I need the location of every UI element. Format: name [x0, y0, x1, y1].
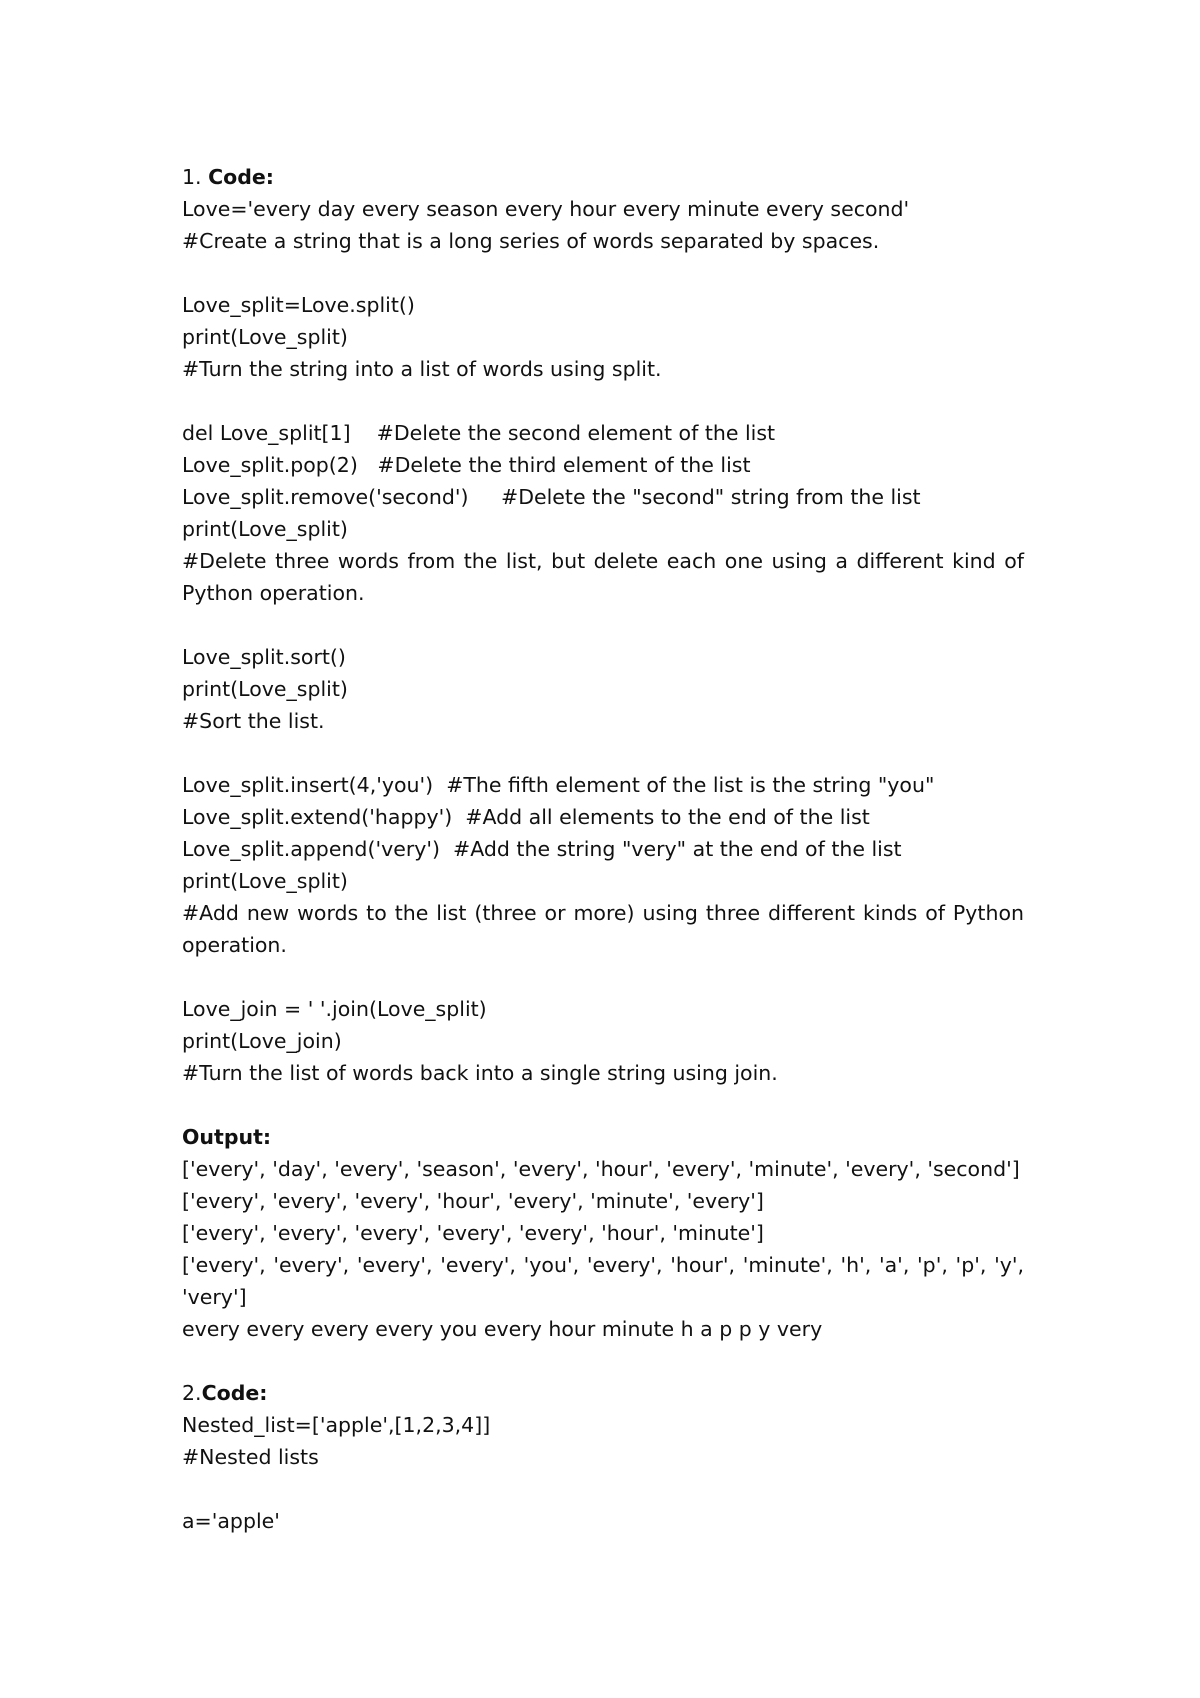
code-line: Love_split.remove('second') #Delete the "second" string from the list: [182, 485, 921, 509]
section-1-heading: [182, 161, 1024, 193]
section-number: 1.: [182, 165, 209, 189]
code-line: Love_split.pop(2) #Delete the third element of the list: [182, 453, 751, 477]
code-line: Love='every day every season every hour every minute every second': [182, 197, 910, 221]
code-line: print(Love_split): [182, 517, 348, 541]
output-line: every every every every you every hour minute h a p p y very: [182, 1317, 823, 1341]
section-number: 2.: [182, 1381, 202, 1405]
section-2-heading: [182, 1377, 1024, 1409]
code-comment: #Turn the list of words back into a single string using join.: [182, 1061, 778, 1085]
code-line: Love_split=Love.split(): [182, 293, 415, 317]
code-line: Love_split.insert(4,'you') #The fifth element of the list is the string "you": [182, 773, 935, 797]
code-line: Love_split.append('very') #Add the string "very" at the end of the list: [182, 837, 902, 861]
output-label: Output:: [182, 1125, 272, 1149]
code-line: a='apple': [182, 1509, 280, 1533]
code-comment: #Create a string that is a long series of words separated by spaces.: [182, 229, 880, 253]
code-line: Love_join = ' '.join(Love_split): [182, 997, 487, 1021]
code-line: Love_split.extend('happy') #Add all elements to the end of the list: [182, 805, 870, 829]
output-line: ['every', 'every', 'every', 'every', 'every', 'hour', 'minute']: [182, 1221, 764, 1245]
code-comment: #Sort the list.: [182, 709, 325, 733]
code-line: print(Love_join): [182, 1029, 342, 1053]
code-line: Nested_list=['apple',[1,2,3,4]]: [182, 1413, 491, 1437]
output-line: ['every', 'every', 'every', 'hour', 'every', 'minute', 'every']: [182, 1189, 764, 1213]
output-heading: [182, 1121, 1024, 1153]
code-line: print(Love_split): [182, 869, 348, 893]
code-comment: #Turn the string into a list of words using split.: [182, 357, 662, 381]
document-page: [182, 161, 1024, 1537]
code-comment: #Add new words to the list (three or more) using three different kinds of Python operation.: [182, 901, 1024, 957]
code-comment: #Nested lists: [182, 1445, 319, 1469]
code-label: Code:: [208, 165, 274, 189]
output-line: ['every', 'day', 'every', 'season', 'every', 'hour', 'every', 'minute', 'every', 'second']: [182, 1157, 1020, 1181]
code-comment: #Delete three words from the list, but delete each one using a different kind of Python operation.: [182, 549, 1024, 605]
output-line: ['every', 'every', 'every', 'every', 'you', 'every', 'hour', 'minute', 'h', 'a', 'p', 'p', 'y', 'very']: [182, 1253, 1024, 1309]
code-label: Code:: [201, 1381, 268, 1405]
code-line: print(Love_split): [182, 325, 348, 349]
code-line: Love_split.sort(): [182, 645, 346, 669]
code-line: print(Love_split): [182, 677, 348, 701]
code-line: del Love_split[1] #Delete the second element of the list: [182, 421, 776, 445]
